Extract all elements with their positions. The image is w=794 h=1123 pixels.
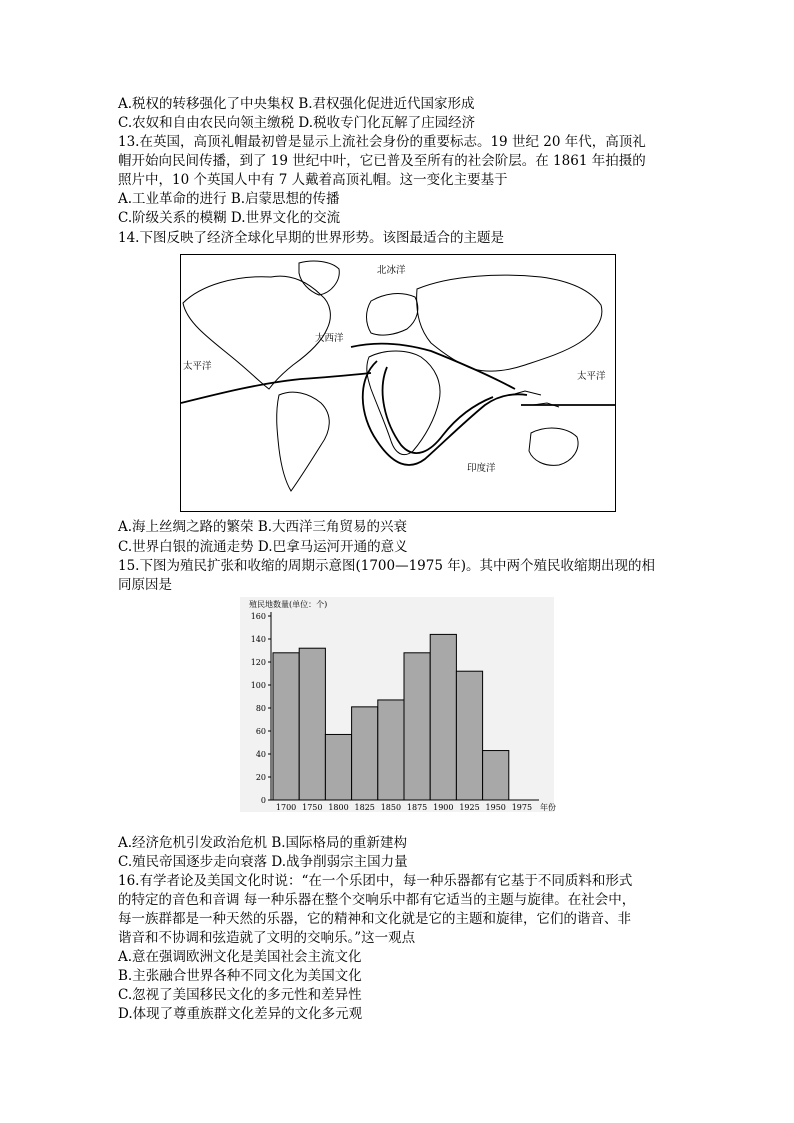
q16-option-d: D.体现了尊重族群文化差异的文化多元观 <box>118 1006 363 1022</box>
bar <box>352 707 378 800</box>
x-tick-label: 1950 <box>485 803 506 812</box>
x-tick-label: 1800 <box>328 803 349 812</box>
y-tick-label: 140 <box>250 635 266 644</box>
map-label-atlantic: 大西洋 <box>315 333 344 344</box>
x-tick-label: 1750 <box>302 803 323 812</box>
trade-route-asia-europe <box>351 344 515 389</box>
world-map-graphic <box>181 255 615 511</box>
map-label-pacific-east: 太平洋 <box>577 371 606 382</box>
x-tick-label: 1850 <box>380 803 402 812</box>
africa-outline <box>367 351 440 455</box>
bar <box>430 634 456 800</box>
q16-stem-line1: 16.有学者论及美国文化时说：“在一个乐团中，每一种乐器都有它基于不同质料和形式 <box>118 873 633 889</box>
y-tick-label: 40 <box>255 750 266 759</box>
q12-options-ab: A.税权的转移强化了中央集权 B.君权强化促进近代国家形成 <box>118 96 475 112</box>
q15-options-ab: A.经济危机引发政治危机 B.国际格局的重新建构 <box>118 835 408 851</box>
q14-options-cd: C.世界白银的流通走势 D.巴拿马运河开通的意义 <box>118 539 408 555</box>
q13-options-cd: C.阶级关系的模糊 D.世界文化的交流 <box>118 210 341 226</box>
bar <box>299 648 325 800</box>
greenland-outline <box>299 261 339 295</box>
y-tick-label: 80 <box>255 704 266 713</box>
q16-option-c: C.忽视了美国移民文化的多元性和差异性 <box>118 987 362 1003</box>
q15-options-cd: C.殖民帝国逐步走向衰落 D.战争削弱宗主国力量 <box>118 854 408 870</box>
y-tick-label: 100 <box>250 681 266 690</box>
y-tick-label: 60 <box>255 727 266 736</box>
world-trade-map <box>180 254 616 512</box>
q15-stem-line1: 15.下图为殖民扩张和收缩的周期示意图(1700—1975 年)。其中两个殖民收缩期出现的相 <box>118 558 656 574</box>
x-axis-title: 年份 <box>540 803 556 812</box>
map-label-pacific-west: 太平洋 <box>183 361 212 372</box>
x-tick-label: 1925 <box>459 803 480 812</box>
y-axis-title: 殖民地数量(单位：个) <box>249 600 328 609</box>
europe-outline <box>367 294 418 336</box>
y-tick-label: 0 <box>260 796 266 805</box>
q16-stem-line2: 的特定的音色和音调 每一种乐器在整个交响乐中都有它适当的主题与旋律。在社会中， <box>118 892 636 908</box>
q14-stem: 14.下图反映了经济全球化早期的世界形势。该图最适合的主题是 <box>118 230 504 246</box>
q13-stem-line1: 13.在英国，高顶礼帽最初曾是显示上流社会身份的重要标志。19 世纪 20 年代，高顶礼 <box>118 134 646 150</box>
q13-stem-line3: 照片中，10 个英国人中有 7 人戴着高顶礼帽。这一变化主要基于 <box>118 172 508 188</box>
q16-option-a: A.意在强调欧洲文化是美国社会主流文化 <box>118 949 362 965</box>
bar <box>483 751 509 800</box>
bar <box>378 700 404 800</box>
australia-outline <box>529 428 578 465</box>
q13-stem-line2: 帽开始向民间传播，到了 19 世纪中叶，它已普及至所有的社会阶层。在 1861 年拍摄的 <box>118 153 646 169</box>
q16-stem-line4: 谐音和不协调和弦造就了文明的交响乐。”这一观点 <box>118 930 416 946</box>
q16-option-b: B.主张融合世界各种不同文化为美国文化 <box>118 968 362 984</box>
y-tick-label: 160 <box>250 612 266 621</box>
map-label-arctic: 北冰洋 <box>377 265 406 276</box>
q14-options-ab: A.海上丝绸之路的繁荣 B.大西洋三角贸易的兴衰 <box>118 519 408 535</box>
south-america-outline <box>277 392 330 491</box>
x-tick-label: 1875 <box>406 803 428 812</box>
q13-options-ab: A.工业革命的进行 B.启蒙思想的传播 <box>118 191 340 207</box>
x-tick-label: 1700 <box>275 803 297 812</box>
q12-options-cd: C.农奴和自由农民向领主缴税 D.税收专门化瓦解了庄园经济 <box>118 115 476 131</box>
y-tick-label: 120 <box>250 658 266 667</box>
trade-route-cape <box>363 361 527 465</box>
north-america-outline <box>183 276 330 389</box>
q16-stem-line3: 每一族群都是一种天然的乐器，它的精神和文化就是它的主题和旋律，它们的谐音、非 <box>118 911 631 927</box>
x-tick-label: 1900 <box>433 803 454 812</box>
bar <box>456 671 482 800</box>
bar <box>404 653 430 800</box>
map-label-indian: 印度洋 <box>467 463 496 474</box>
trade-route-transpacific <box>181 373 371 403</box>
x-tick-label: 1825 <box>354 803 375 812</box>
bar <box>325 734 351 800</box>
x-tick-label: 1975 <box>511 803 533 812</box>
bar <box>273 653 299 800</box>
colony-count-chart <box>240 597 554 812</box>
colony-count-chart-svg <box>240 597 554 812</box>
q15-stem-line2: 同原因是 <box>118 577 172 593</box>
y-tick-label: 20 <box>255 773 266 782</box>
